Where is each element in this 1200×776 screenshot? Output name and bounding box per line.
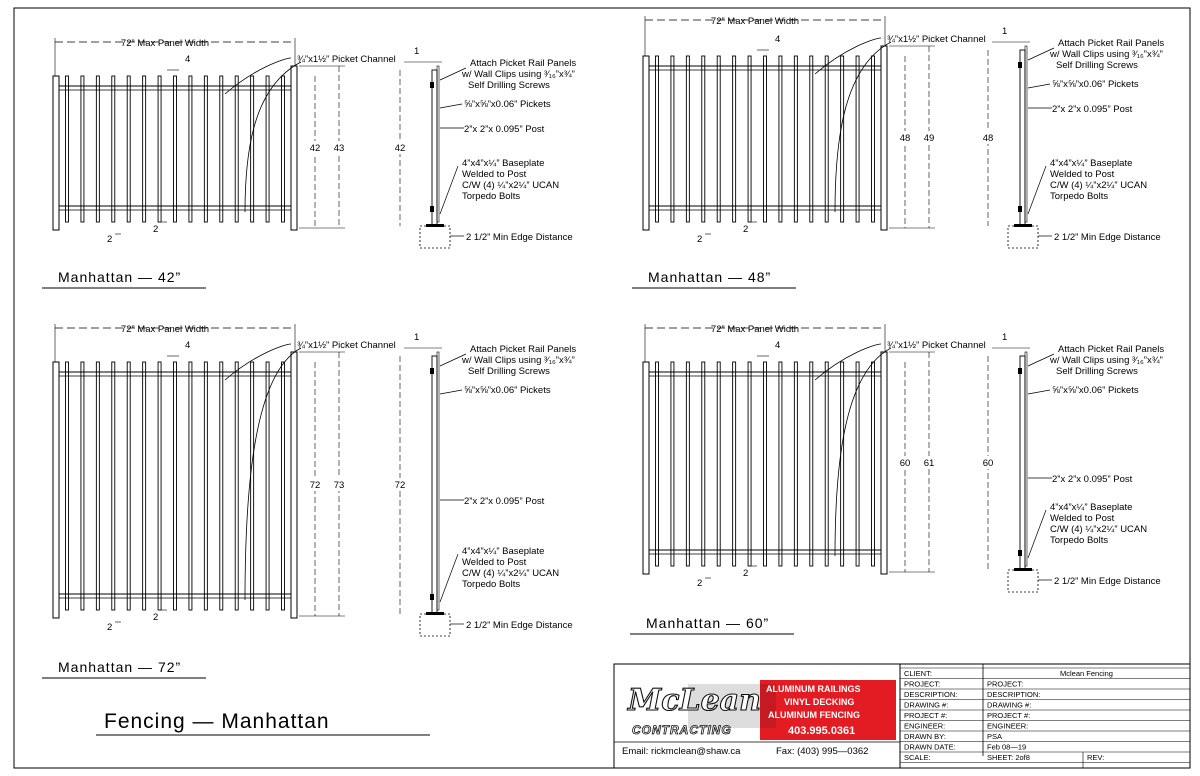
picket: [204, 76, 207, 222]
wall-clip-top: [430, 368, 434, 374]
height-inner-label: 72: [309, 480, 321, 491]
picket: [733, 362, 736, 566]
picket: [748, 362, 751, 566]
picket: [841, 56, 844, 222]
picket: [158, 76, 161, 222]
picket: [794, 362, 797, 566]
picket: [686, 56, 689, 222]
picket: [779, 56, 782, 222]
post-note: 2”x 2”x 0.095” Post: [464, 496, 545, 507]
post-note: 2”x 2”x 0.095” Post: [464, 124, 545, 135]
baseplate-note-line: Welded to Post: [1050, 169, 1115, 180]
picket: [143, 76, 146, 222]
tb-value: Mclean Fencing: [1060, 669, 1113, 678]
picket: [702, 56, 705, 222]
panel-manhattan-42: [42, 38, 576, 288]
picket: [112, 362, 115, 610]
picket-gap-label: 4: [185, 340, 191, 351]
picket: [158, 362, 161, 610]
tb-label: PROJECT:: [904, 679, 941, 689]
tb-label: ENGINEER:: [904, 721, 946, 731]
logo-service-3: ALUMINUM FENCING: [768, 710, 860, 720]
picket: [872, 56, 875, 222]
bottom-gap-mid-label: 2: [153, 612, 159, 623]
baseplate: [426, 224, 444, 227]
bottom-gap-left-label: 2: [697, 234, 703, 245]
pickets-leader: [440, 104, 462, 108]
picket: [810, 56, 813, 222]
attach-note-line: Self Drilling Screws: [468, 80, 550, 91]
side-picket: [437, 352, 439, 610]
footing: [420, 226, 450, 248]
wall-clip-top: [430, 82, 434, 88]
picket: [841, 362, 844, 566]
attach-note-line: w/ Wall Clips using ³⁄₁₆”x¾”: [1050, 49, 1163, 60]
picket: [127, 362, 130, 610]
pickets-note: ⅝”x⅝”x0.06” Pickets: [1052, 79, 1139, 90]
tb-value: DRAWING #:: [987, 700, 1032, 710]
right-post: [881, 352, 887, 574]
picket: [174, 76, 177, 222]
tb-value: PROJECT:: [987, 679, 1024, 689]
edge-distance-note: 2 1/2” Min Edge Distance: [466, 620, 573, 631]
attach-note-line: Self Drilling Screws: [468, 366, 550, 377]
picket: [282, 76, 285, 222]
panel-width-label: 72” Max Panel Width: [710, 324, 800, 335]
tb-value: Feb 08—19: [987, 742, 1027, 752]
side-height-label: 72: [394, 480, 406, 491]
picket: [112, 76, 115, 222]
picket: [671, 56, 674, 222]
picket: [220, 76, 223, 222]
side-height-label: 48: [982, 133, 994, 144]
pickets-leader: [1028, 84, 1050, 88]
picket: [779, 362, 782, 566]
baseplate-note-line: Torpedo Bolts: [1050, 535, 1109, 546]
baseplate-note-line: 4”x4”x¼” Baseplate: [1050, 502, 1133, 513]
footing: [420, 614, 450, 636]
logo-brand-bottom: CONTRACTING: [632, 723, 732, 737]
bottom-gap-left-label: 2: [107, 234, 113, 245]
picket: [251, 362, 254, 610]
baseplate-note-line: Torpedo Bolts: [462, 579, 521, 590]
picket: [825, 362, 828, 566]
baseplate-note-line: C/W (4) ¼”x2¼” UCAN: [1050, 524, 1148, 535]
baseplate-note-line: C/W (4) ¼”x2¼” UCAN: [462, 180, 560, 191]
bottom-gap-left-label: 2: [107, 622, 113, 633]
picket: [717, 362, 720, 566]
pickets-note: ⅝”x⅝”x0.06” Pickets: [1052, 385, 1139, 396]
pickets-note: ⅝”x⅝”x0.06” Pickets: [464, 99, 551, 110]
side-height-label: 60: [982, 458, 994, 469]
wall-clip-bottom: [1018, 206, 1022, 212]
wall-clip-top: [1018, 368, 1022, 374]
picket-gap-label: 4: [775, 340, 781, 351]
right-post: [291, 66, 297, 230]
picket-channel-label: ¾”x1½” Picket Channel: [887, 34, 986, 45]
picket: [282, 362, 285, 610]
side-post: [432, 70, 437, 226]
picket: [856, 56, 859, 222]
tb-value: PSA: [987, 732, 1003, 741]
baseplate: [1014, 568, 1032, 571]
picket: [189, 76, 192, 222]
height-outer-label: 49: [923, 133, 935, 144]
tb-label: DRAWING #:: [904, 700, 949, 710]
panel-manhattan-72: [42, 324, 576, 678]
panel-width-label: 72” Max Panel Width: [710, 16, 800, 27]
attach-note-line: w/ Wall Clips using ³⁄₁₆”x¾”: [462, 355, 575, 366]
panel-title: Manhattan — 48”: [648, 269, 772, 285]
tb-rev-label: REV:: [1087, 753, 1105, 762]
post-note: 2”x 2”x 0.095” Post: [1052, 474, 1133, 485]
post-note: 2”x 2”x 0.095” Post: [1052, 104, 1133, 115]
attach-note-line: Self Drilling Screws: [1056, 60, 1138, 71]
baseplate-note-line: 4”x4”x¼” Baseplate: [462, 158, 545, 169]
logo-service-1: ALUMINUM RAILINGS: [766, 684, 861, 694]
picket-gap-label: 4: [185, 54, 191, 65]
top-offset-label: 1: [1002, 332, 1008, 343]
tb-value: DESCRIPTION:: [987, 690, 1041, 699]
picket: [671, 362, 674, 566]
picket: [656, 362, 659, 566]
baseplate-note-line: 4”x4”x¼” Baseplate: [462, 546, 545, 557]
tb-label: CLIENT:: [904, 669, 932, 678]
wall-clip-bottom: [1018, 550, 1022, 556]
picket: [81, 362, 84, 610]
top-offset-label: 1: [414, 46, 420, 57]
panel-title: Manhattan — 60”: [646, 615, 770, 631]
baseplate-note-line: 4”x4”x¼” Baseplate: [1050, 158, 1133, 169]
picket: [266, 362, 269, 610]
wall-clip-bottom: [430, 206, 434, 212]
attach-note-line: Attach Picket Rail Panels: [470, 344, 577, 355]
side-post: [1020, 356, 1025, 570]
picket: [96, 76, 99, 222]
picket: [764, 362, 767, 566]
baseplate-note-line: Welded to Post: [462, 557, 527, 568]
picket: [872, 362, 875, 566]
panel-title: Manhattan — 72”: [58, 659, 182, 675]
picket: [810, 362, 813, 566]
left-post: [643, 56, 649, 230]
tb-value: ENGINEER:: [987, 721, 1029, 731]
picket-channel-label: ¾”x1½” Picket Channel: [887, 340, 986, 351]
picket: [66, 76, 69, 222]
picket: [66, 362, 69, 610]
bottom-gap-mid-label: 2: [743, 224, 749, 235]
picket: [127, 76, 130, 222]
picket: [174, 362, 177, 610]
attach-note-line: Attach Picket Rail Panels: [470, 58, 577, 69]
edge-distance-note: 2 1/2” Min Edge Distance: [1054, 232, 1161, 243]
picket: [717, 56, 720, 222]
panel-title: Manhattan — 42”: [58, 269, 182, 285]
right-post: [881, 46, 887, 230]
panel-manhattan-60: [630, 324, 1164, 634]
baseplate: [1014, 224, 1032, 227]
tb-sheet-label: SHEET: 2of8: [987, 753, 1030, 762]
pickets-leader: [1028, 390, 1050, 394]
sheet-border: [14, 8, 1190, 768]
tb-label: PROJECT #:: [904, 711, 948, 720]
baseplate-note-line: C/W (4) ¼”x2¼” UCAN: [1050, 180, 1148, 191]
bottom-gap-left-label: 2: [697, 578, 703, 589]
contact-email: Email: rickmclean@shaw.ca: [622, 746, 741, 757]
height-outer-label: 61: [923, 458, 935, 469]
top-offset-label: 1: [1002, 26, 1008, 37]
bottom-gap-mid-label: 2: [153, 224, 159, 235]
title-block: [900, 664, 1190, 768]
bottom-gap-mid-label: 2: [743, 568, 749, 579]
sheet-title: Fencing — Manhattan: [104, 710, 330, 733]
panel-width-label: 72” Max Panel Width: [120, 38, 210, 49]
picket-gap-label: 4: [775, 34, 781, 45]
picket: [266, 76, 269, 222]
left-post: [643, 362, 649, 574]
picket: [856, 362, 859, 566]
pickets-note: ⅝”x⅝”x0.06” Pickets: [464, 385, 551, 396]
attach-note-line: Attach Picket Rail Panels: [1058, 38, 1165, 49]
height-inner-label: 42: [309, 143, 321, 154]
tb-scale-label: SCALE:: [904, 753, 931, 762]
tb-label: DRAWN BY:: [904, 732, 946, 741]
height-outer-label: 43: [333, 143, 345, 154]
attach-note-line: w/ Wall Clips using ³⁄₁₆”x¾”: [462, 69, 575, 80]
picket: [733, 56, 736, 222]
picket: [235, 362, 238, 610]
left-post: [53, 362, 59, 618]
picket: [235, 76, 238, 222]
baseplate-leader: [1028, 166, 1046, 214]
panel-width-label: 72” Max Panel Width: [120, 324, 210, 335]
baseplate-note-line: Welded to Post: [462, 169, 527, 180]
picket: [764, 56, 767, 222]
picket: [825, 56, 828, 222]
side-picket: [437, 66, 439, 222]
picket: [81, 76, 84, 222]
baseplate-note-line: C/W (4) ¼”x2¼” UCAN: [462, 568, 560, 579]
logo-brand-top: McLean: [628, 683, 761, 718]
picket: [656, 56, 659, 222]
left-post: [53, 76, 59, 230]
edge-distance-note: 2 1/2” Min Edge Distance: [466, 232, 573, 243]
picket: [702, 362, 705, 566]
baseplate-note-line: Torpedo Bolts: [462, 191, 521, 202]
baseplate-note-line: Torpedo Bolts: [1050, 191, 1109, 202]
tb-label: DESCRIPTION:: [904, 690, 958, 699]
baseplate: [426, 612, 444, 615]
footing: [1008, 570, 1038, 592]
height-inner-label: 60: [899, 458, 911, 469]
picket: [220, 362, 223, 610]
picket: [794, 56, 797, 222]
height-inner-label: 48: [899, 133, 911, 144]
picket: [204, 362, 207, 610]
right-post: [291, 352, 297, 618]
picket: [96, 362, 99, 610]
baseplate-leader: [440, 554, 458, 602]
contact-fax: Fax: (403) 995—0362: [776, 746, 869, 757]
tb-value: PROJECT #:: [987, 711, 1031, 720]
tb-label: DRAWN DATE:: [904, 742, 956, 752]
logo-service-2: VINYL DECKING: [784, 697, 855, 707]
baseplate-note-line: Welded to Post: [1050, 513, 1115, 524]
pickets-leader: [440, 390, 462, 394]
side-post: [432, 356, 437, 614]
footing: [1008, 226, 1038, 248]
baseplate-leader: [440, 166, 458, 214]
baseplate-leader: [1028, 510, 1046, 558]
picket: [748, 56, 751, 222]
picket-channel-label: ¾”x1½” Picket Channel: [297, 54, 396, 65]
top-offset-label: 1: [414, 332, 420, 343]
side-post: [1020, 50, 1025, 226]
logo-phone: 403.995.0361: [788, 725, 856, 737]
wall-clip-top: [1018, 62, 1022, 68]
edge-distance-note: 2 1/2” Min Edge Distance: [1054, 576, 1161, 587]
height-outer-label: 73: [333, 480, 345, 491]
picket: [143, 362, 146, 610]
panel-manhattan-48: [632, 16, 1164, 288]
wall-clip-bottom: [430, 594, 434, 600]
picket: [189, 362, 192, 610]
picket-channel-label: ¾”x1½” Picket Channel: [297, 340, 396, 351]
picket: [686, 362, 689, 566]
attach-note-line: Self Drilling Screws: [1056, 366, 1138, 377]
picket: [251, 76, 254, 222]
attach-note-line: w/ Wall Clips using ³⁄₁₆”x¾”: [1050, 355, 1163, 366]
side-height-label: 42: [394, 143, 406, 154]
attach-note-line: Attach Picket Rail Panels: [1058, 344, 1165, 355]
